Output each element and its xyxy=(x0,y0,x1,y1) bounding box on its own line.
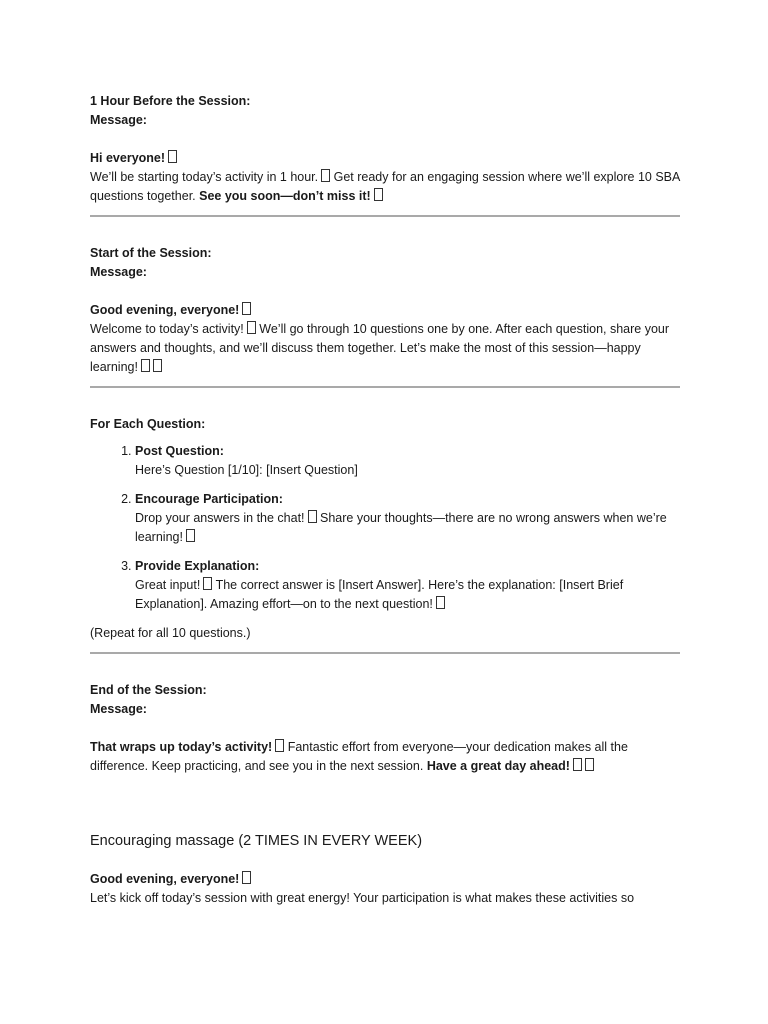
lead-text: That wraps up today’s activity! xyxy=(90,740,273,754)
emoji-glyph-icon xyxy=(374,188,383,201)
closing-text: Have a great day ahead! xyxy=(426,759,570,773)
message-text-2: We’ll go through 10 questions one by one. After each question, share your answers and thoughts, and we’ll discuss them together. Let’s make the most of this session—happy learning! xyxy=(90,322,670,374)
greeting-line xyxy=(90,301,680,320)
message-text: We’ll be starting today’s activity in 1 hour. xyxy=(90,170,319,184)
section-title-start: Start of the Session: xyxy=(90,246,212,260)
message-text: Welcome to today’s activity! xyxy=(90,322,244,336)
message-body xyxy=(90,168,680,206)
emoji-glyph-icon xyxy=(242,302,251,315)
emoji-glyph-icon xyxy=(203,577,212,590)
emoji-glyph-icon xyxy=(242,871,251,884)
list-item xyxy=(135,442,680,480)
greeting-line xyxy=(90,149,680,168)
message-text: Fantastic effort from everyone—your dedication makes all the difference. Keep practicing, and see you in the next session. xyxy=(90,740,628,773)
message-label: Message: xyxy=(90,702,147,716)
message-body xyxy=(90,738,680,776)
list-item xyxy=(135,557,680,614)
step-text: Drop your answers in the chat! xyxy=(135,511,305,525)
question-steps-list xyxy=(90,442,680,614)
message-label: Message: xyxy=(90,113,147,127)
document-content xyxy=(90,92,680,908)
repeat-note: (Repeat for all 10 questions.) xyxy=(90,626,251,640)
section-title-1-hour-before: 1 Hour Before the Session: xyxy=(90,94,251,108)
step-title: 2. Encourage Participation: xyxy=(135,492,283,506)
encouraging-message-heading: Encouraging massage (2 TIMES IN EVERY WEEK) xyxy=(90,833,423,849)
message-body: Let’s kick off today’s session with great energy! Your participation is what makes these activities so xyxy=(90,891,635,905)
emoji-glyph-icon xyxy=(436,596,445,609)
emoji-glyph-icon xyxy=(141,359,150,372)
emoji-glyph-icon xyxy=(308,510,317,523)
message-body xyxy=(90,320,680,377)
greeting-text: Good evening, everyone! xyxy=(90,303,240,317)
closing-text: See you soon—don’t miss it! xyxy=(199,189,371,203)
list-item xyxy=(135,490,680,547)
step-text-2: Share your thoughts—there are no wrong answers when we’re learning! xyxy=(135,511,667,544)
step-title: 1. Post Question: xyxy=(135,444,224,458)
emoji-glyph-icon xyxy=(168,150,177,163)
emoji-glyph-icon xyxy=(321,169,330,182)
step-title: 3. Provide Explanation: xyxy=(135,559,260,573)
emoji-glyph-icon xyxy=(186,529,195,542)
greeting-line xyxy=(90,870,680,889)
message-text-2: Get ready for an engaging session where we’ll explore 10 SBA questions together. xyxy=(90,170,680,203)
step-text: Great input! xyxy=(135,578,201,592)
divider xyxy=(90,215,680,217)
emoji-glyph-icon xyxy=(247,321,256,334)
divider xyxy=(90,652,680,654)
section-title-end: End of the Session: xyxy=(90,683,207,697)
emoji-glyph-icon xyxy=(275,739,284,752)
message-label: Message: xyxy=(90,265,147,279)
step-text-2: The correct answer is [Insert Answer]. Here’s the explanation: [Insert Brief Explanation]. Amazing effort—on to the next question! xyxy=(135,578,624,611)
section-title-for-each-question: For Each Question: xyxy=(90,417,206,431)
step-text: Here’s Question [1/10]: [Insert Question] xyxy=(135,463,358,477)
greeting-text: Good evening, everyone! xyxy=(90,872,240,886)
emoji-glyph-icon xyxy=(585,758,594,771)
emoji-glyph-icon xyxy=(573,758,582,771)
greeting-text: Hi everyone! xyxy=(90,151,166,165)
emoji-glyph-icon xyxy=(153,359,162,372)
divider xyxy=(90,386,680,388)
